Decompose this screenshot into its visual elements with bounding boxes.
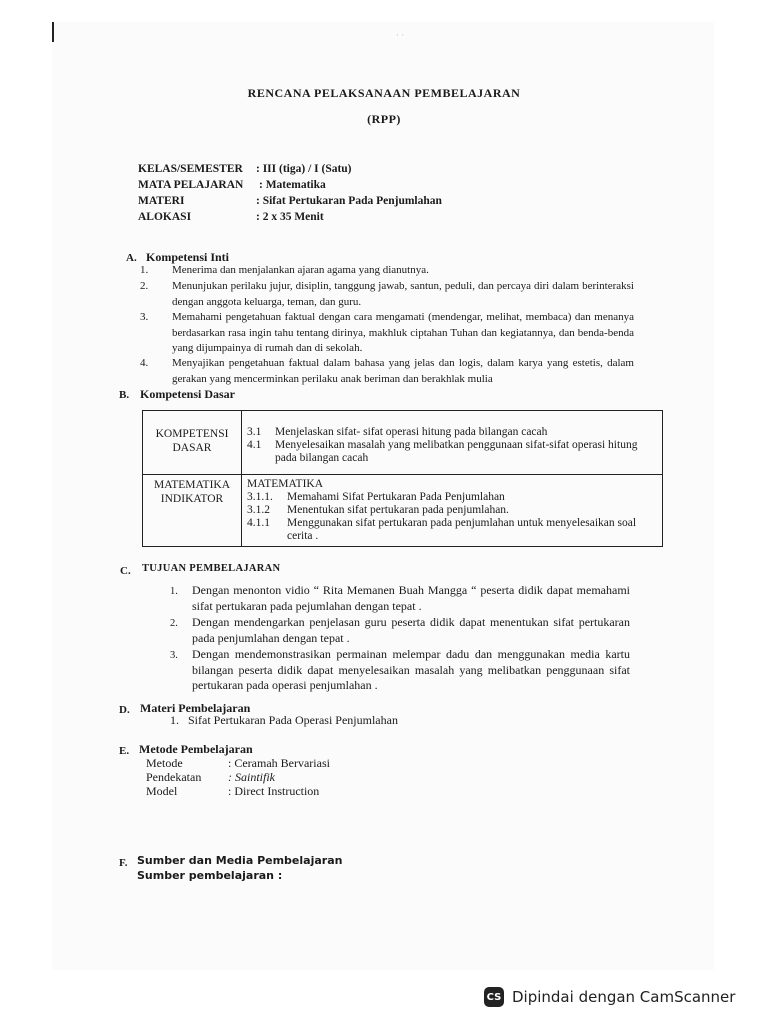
list-item: 3. Memahami pengetahuan faktual dengan cara mengamati (mendengar, melihat, membaca) dan menanya berdasarkan rasa ingin tahu tentang dirinya, makhluk ciptahan Tuhan dan kegiatannya, dan benda-benda yang dijumpainya di rumah dan di sekolah.	[140, 311, 634, 354]
meta-label-materi: MATERI	[138, 195, 185, 207]
list-item: 4. Menyajikan pengetahuan faktual dalam bahasa yang jelas dan logis, dalam karya yang estetis, dalam gerakan yang mencerminkan perilaku anak beriman dan berakhlak mulia	[140, 357, 634, 385]
metode-row: Metode : Ceramah Bervariasi	[146, 756, 330, 770]
indikator-item: 4.1.1 Menggunakan sifat pertukaran pada penjumlahan untuk menyelesaikan soal cerita .	[247, 517, 637, 542]
table-cell-label: MATEMATIKA INDIKATOR	[143, 475, 242, 547]
document-title: RENCANA PELAKSANAAN PEMBELAJARAN	[247, 86, 521, 100]
meta-value-kelas: : III (tiga) / I (Satu)	[256, 163, 352, 175]
table-row	[143, 411, 663, 475]
indikator-item: 3.1.2 Menentukan sifat pertukaran pada penjumlahan.	[247, 504, 509, 516]
table-row	[143, 475, 663, 547]
table-cell-content	[242, 475, 663, 547]
section-f-title: Sumber dan Media Pembelajaran	[137, 854, 343, 867]
section-b-title: Kompetensi Dasar	[140, 387, 235, 401]
scan-speck: · ·	[396, 30, 405, 40]
document-subtitle: (RPP)	[367, 112, 401, 126]
meta-label-kelas: KELAS/SEMESTER	[138, 163, 243, 175]
table-cell-content	[242, 411, 663, 475]
meta-label-alokasi: ALOKASI	[138, 211, 192, 223]
section-c-title: TUJUAN PEMBELAJARAN	[142, 563, 281, 574]
section-d-letter: D.	[119, 704, 130, 716]
meta-value-alokasi: : 2 x 35 Menit	[256, 211, 324, 223]
list-item: 2. Dengan mendengarkan penjelasan guru peserta didik dapat menentukan sifat pertukaran pada penjumlahan dengan tepat .	[170, 615, 630, 645]
indikator-item: 3.1.1. Memahami Sifat Pertukaran Pada Penjumlahan	[247, 491, 505, 503]
section-c-letter: C.	[120, 565, 131, 577]
section-f-letter: F.	[119, 857, 128, 869]
page-edge-mark	[52, 22, 54, 42]
section-a-letter: A.	[126, 252, 137, 264]
section-b-letter: B.	[119, 389, 130, 401]
camscanner-text: Dipindai dengan CamScanner	[512, 988, 736, 1006]
kompetensi-dasar-table	[142, 410, 663, 547]
model-row: Model : Direct Instruction	[146, 784, 320, 798]
indikator-heading: MATEMATIKA	[247, 478, 324, 490]
meta-value-mapel: : Matematika	[259, 179, 326, 191]
list-item: 1. Menerima dan menjalankan ajaran agama yang dianutnya.	[140, 264, 429, 276]
list-item: 3. Dengan mendemonstrasikan permainan melempar dadu dan menggunakan media kartu bilangan peserta didik dapat menyelesaikan masalah yang melibatkan penggunaan sifat pertukaran pada operasi penjumlahan .	[170, 647, 630, 692]
table-cell-label: KOMPETENSI DASAR	[143, 411, 242, 475]
section-e-letter: E.	[119, 745, 130, 757]
section-a-title: Kompetensi Inti	[146, 250, 230, 264]
list-item: 2. Menunjukan perilaku jujur, disiplin, tanggung jawab, santun, peduli, dan percaya diri dalam berinteraksi dengan anggota keluarga, teman, dan guru.	[140, 280, 634, 308]
sumber-label: Sumber pembelajaran :	[137, 869, 283, 882]
meta-label-mapel: MATA PELAJARAN	[138, 179, 244, 191]
pendekatan-row: Pendekatan : Saintifik	[146, 770, 275, 784]
camscanner-logo-icon: CS	[484, 987, 504, 1007]
section-d-title: Materi Pembelajaran	[140, 701, 251, 715]
meta-value-materi: : Sifat Pertukaran Pada Penjumlahan	[256, 195, 442, 207]
kd-item: 3.1 Menjelaskan sifat- sifat operasi hitung pada bilangan cacah	[247, 426, 548, 438]
list-item: 1. Dengan menonton vidio “ Rita Memanen Buah Mangga “ peserta didik dapat memahami sifat pertukaran pada pejumlahan dengan tepat .	[170, 583, 630, 613]
kd-item: 4.1 Menyelesaikan masalah yang melibatkan penggunaan sifat-sifat operasi hitung pada bilangan cacah	[247, 439, 638, 464]
section-e-title: Metode Pembelajaran	[139, 742, 253, 756]
kompetensi-inti-list	[134, 263, 634, 387]
camscanner-watermark	[476, 982, 752, 1012]
materi-list-item: 1. Sifat Pertukaran Pada Operasi Penjumlahan	[170, 713, 398, 727]
tujuan-list	[170, 583, 630, 694]
metode-block	[146, 756, 330, 798]
